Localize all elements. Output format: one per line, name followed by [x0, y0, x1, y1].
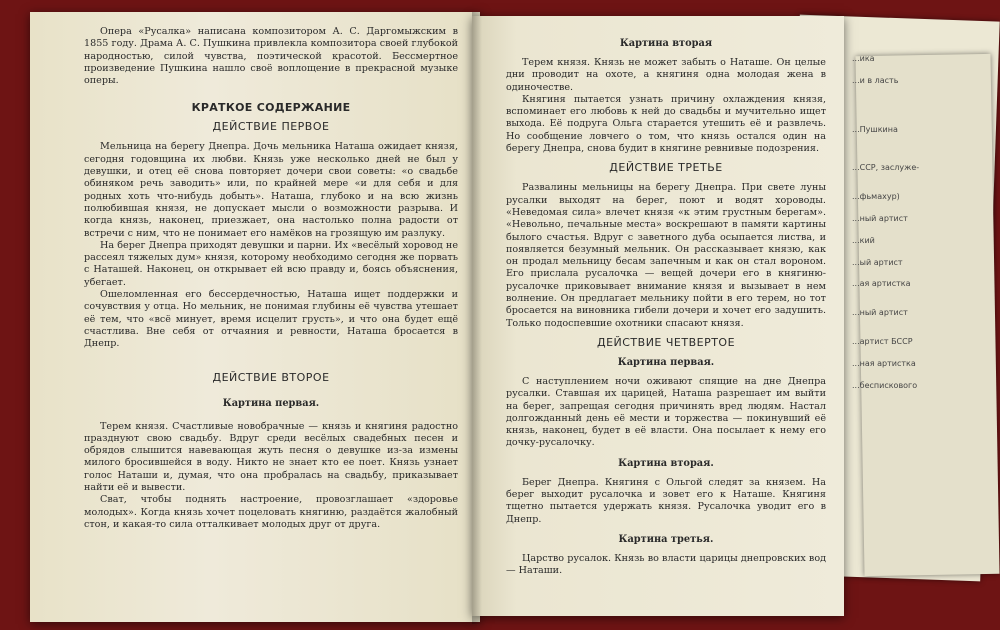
side-line: ...Пушкина: [852, 124, 898, 134]
act2-scene2-paragraph-1: Терем князя. Князь не может забыть о Наташе. Он целые дни проводит на охоте, а княгиня одна молодая жена в одиночестве.: [506, 57, 826, 93]
side-line: ...кий: [852, 235, 875, 245]
act1-heading: ДЕЙСТВИЕ ПЕРВОЕ: [212, 120, 330, 134]
act2-scene2-paragraph-2: Княгиня пытается узнать причину охлаждения князя, вспоминает его любовь к ней до свадьбы и мучительно ищет выхода. Её подруга Ольга старается утешить её и развлечь. Но сообщение ловчего о том, что князь остался один на берегу Днепра, снова будит в княгине ревнивые подозрения.: [506, 93, 826, 155]
side-line: ...ный артист: [852, 308, 908, 318]
side-line: ...ный артист: [852, 213, 908, 223]
act1-paragraph-2: На берег Днепра приходят девушки и парни. Их «весёлый хоровод не рассеял тяжелых дум» князя, которому необходимо сегодня же порвать с Наташей. Наконец, он открывает ей всю правду и, боясь объяснения, убегает.: [84, 239, 458, 288]
act2-heading: ДЕЙСТВИЕ ВТОРОЕ: [212, 370, 330, 384]
intro-paragraph: Опера «Русалка» написана композитором А. С. Даргомыжским в 1855 году. Драма А. С. Пушкина привлекла композитора своей глубокой народностью, силой чувства, поэтической красотой. Бессмертное произведение Пушкина нашло своё воплощение в прекрасной музыке оперы.: [84, 26, 458, 87]
summary-heading: КРАТКОЕ СОДЕРЖАНИЕ: [191, 101, 351, 115]
act2-scene1-paragraph-1: Терем князя. Счастливые новобрачные — князь и княгиня радостно празднуют свою свадьбу. Вдруг среди весёлых свадебных песен и обрядов слышится навевающая жуть песня о девушке из-за измены милого бросившейся в воду. Никто не знает кто ее поет. Князь узнает голос Наташи и, думая, что она пробралась на свадьбу, приказывает найти её и вывести.: [84, 420, 458, 494]
act4-scene1-heading: Картина первая.: [617, 356, 715, 368]
side-line: ...ый артист: [852, 257, 903, 267]
book-spine: [472, 12, 482, 624]
side-line: ...артист БССР: [852, 336, 913, 346]
side-sheet-text: [852, 55, 992, 403]
act2-scene1-heading: Картина первая.: [222, 397, 320, 409]
side-line: ...и в ласть: [852, 75, 899, 85]
side-line: ...ная артистка: [852, 358, 916, 368]
act1-paragraph-1: Мельница на берегу Днепра. Дочь мельника Наташа ожидает князя, сегодня годовщина их любви. Князь уже несколько дней не был у девушки, и отец её снова повторяет дочери свои советы: «о свадьбе обиняком речь заводить» или, по крайней мере «и для себя и для родных хоть что-нибудь добыть». Наташа, глубоко и на всю жизнь полюбившая князя, не допускает мысли о возможности разрыва. И когда князь, наконец, приезжает, она настолько полна радости от встречи с ним, что не понимает его намёков на грозящую им разлуку.: [84, 141, 458, 239]
side-line: ...беспискового: [852, 380, 918, 390]
act4-scene2-paragraph-1: Берег Днепра. Княгиня с Ольгой следят за князем. На берег выходит русалочка и зовет его к Наташе. Княгиня тщетно пытается удержать князя. Русалочка уводит его в Днепр.: [506, 476, 826, 525]
act4-scene3-paragraph-1: Царство русалок. Князь во власти царицы днепровских вод — Наташи.: [506, 552, 826, 577]
act1-paragraph-3: Ошеломленная его бессердечностью, Наташа ищет поддержки и сочувствия у отца. Но мельник, не понимая глубины её чувства утешает её тем, что «всё минует, время исцелит грусть», и что она будет ещё счастлива. Вне себя от отчаяния и ревности, Наташа бросается в Днепр.: [84, 289, 458, 350]
act4-scene1-paragraph-1: С наступлением ночи оживают спящие на дне Днепра русалки. Ставшая их царицей, Наташа разрешает им выйти на берег, запрещая сегодня причинять вред людям. Настал долгожданный день её мести и торжества — покинувший её князь, наконец, будет в её власти. Она посылает к нему его дочку-русалочку.: [506, 375, 826, 449]
act4-scene3-heading: Картина третья.: [618, 533, 714, 545]
left-page: [30, 12, 480, 622]
side-line: ...ССР, заслуже-: [852, 163, 920, 173]
side-line: ...ика: [852, 54, 875, 63]
act4-scene2-heading: Картина вторая.: [618, 457, 714, 469]
act2-scene2-heading: Картина вторая: [619, 38, 713, 49]
act4-heading: ДЕЙСТВИЕ ЧЕТВЕРТОЕ: [596, 335, 736, 349]
side-line: ...фьмахур): [852, 192, 900, 202]
act3-paragraph-1: Развалины мельницы на берегу Днепра. При свете луны русалки выходят на берег, поют и водят хороводы. «Неведомая сила» влечет князя «к этим грустным берегам». «Невольно, печальные места» воскрешают в памяти картины былого счастья. Вдруг с заветного дуба осыпается листва, и появляется безумный мельник. Он рассказывает князю, как он продал мельницу бесам запечным и как он стал вороном. Его прислала русалочка — вещей дочери его в княгиню-русалочке приковывает внимание князя и вызывает в нем волнение. Он предлагает мельнику пойти в его терем, но тот бросается на виновника гибели дочери и хочет его задушить. Только подоспевшие охотники спасают князя.: [506, 182, 826, 329]
side-line: ...ая артистка: [852, 279, 911, 289]
act3-heading: ДЕЙСТВИЕ ТРЕТЬЕ: [609, 161, 723, 175]
right-page: [472, 16, 844, 616]
act2-scene1-paragraph-2: Сват, чтобы поднять настроение, провозглашает «здоровье молодых». Когда князь хочет поцеловать княгиню, раздаётся жалобный стон, и какая-то сила отталкивает молодых друг от друга.: [84, 494, 458, 530]
